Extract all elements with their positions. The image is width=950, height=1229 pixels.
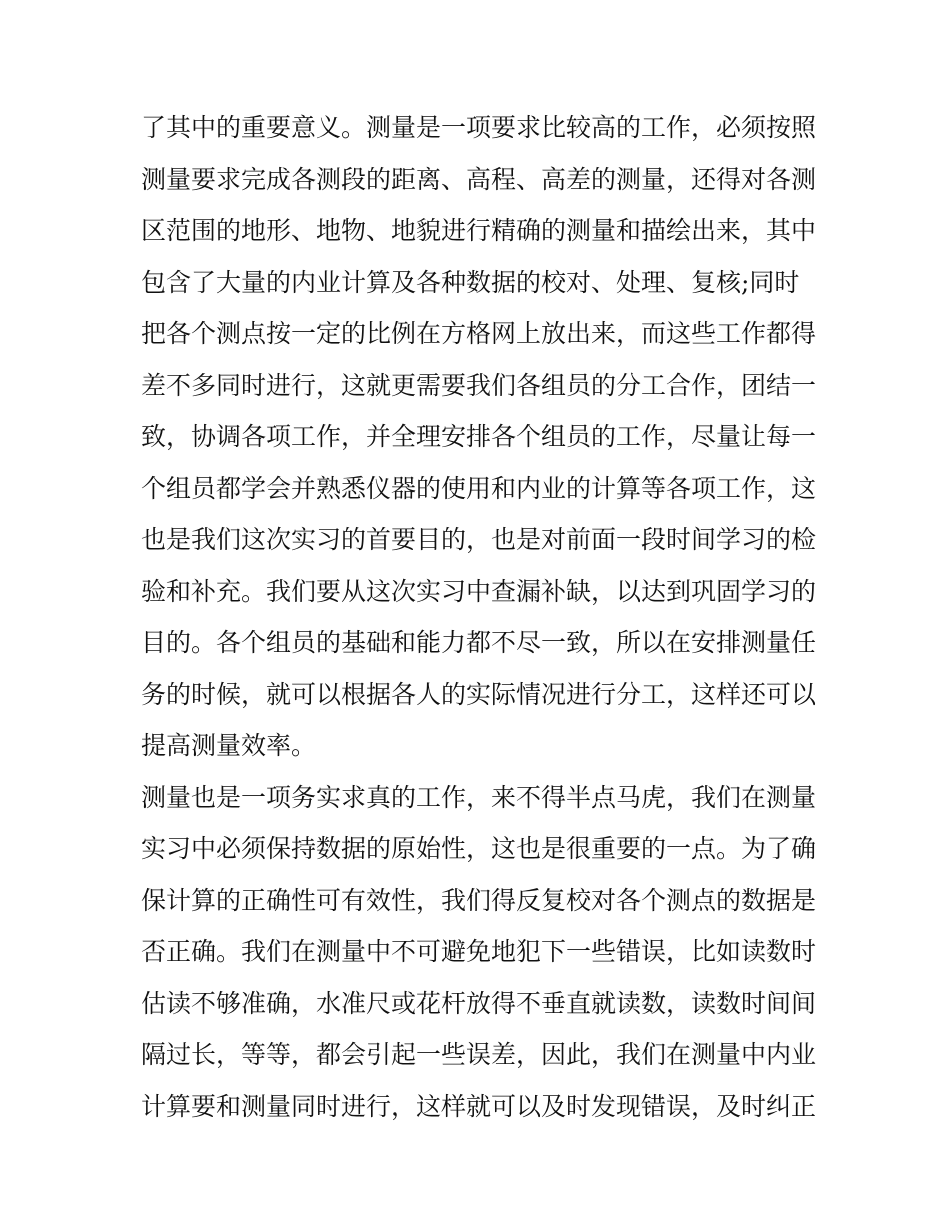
text-line: 了其中的重要意义。测量是一项要求比较高的工作，必须按照 [141,113,817,142]
text-line: 验和补充。我们要从这次实习中查漏补缺，以达到巩固学习的 [141,576,817,606]
text-line: 区范围的地形、地物、地貌进行精确的测量和描绘出来，其中 [141,216,817,245]
text-line: 个组员都学会并熟悉仪器的使用和内业的计算等各项工作，这 [141,473,817,503]
text-line: 提高测量效率。 [141,731,317,760]
text-line: 把各个测点按一定的比例在方格网上放出来，而这些工作都得 [141,319,817,348]
text-line: 包含了大量的内业计算及各种数据的校对、处理、复核;同时 [141,267,800,297]
text-line: 务的时候，就可以根据各人的实际情况进行分工，这样还可以 [141,679,817,709]
text-line: 实习中必须保持数据的原始性，这也是很重要的一点。为了确 [141,834,817,863]
text-line: 估读不够准确，水准尺或花杆放得不垂直就读数，读数时间间 [141,988,817,1018]
text-line: 目的。各个组员的基础和能力都不尽一致，所以在安排测量任 [141,628,817,657]
text-line: 否正确。我们在测量中不可避免地犯下一些错误，比如读数时 [141,937,817,966]
text-line: 测量要求完成各测段的距离、高程、高差的测量，还得对各测 [141,164,817,194]
text-line: 计算要和测量同时进行，这样就可以及时发现错误，及时纠正 [141,1091,817,1121]
text-line: 保计算的正确性可有效性，我们得反复校对各个测点的数据是 [141,885,817,915]
text-line: 隔过长，等等，都会引起一些误差，因此，我们在测量中内业 [141,1040,817,1069]
text-line: 差不多同时进行，这就更需要我们各组员的分工合作，团结一 [141,370,817,400]
text-line: 致，协调各项工作，并全理安排各个组员的工作，尽量让每一 [141,422,817,451]
text-line: 也是我们这次实习的首要目的，也是对前面一段时间学习的检 [141,525,817,554]
text-line: 测量也是一项务实求真的工作，来不得半点马虎，我们在测量 [141,782,817,812]
body-text [141,102,831,1132]
